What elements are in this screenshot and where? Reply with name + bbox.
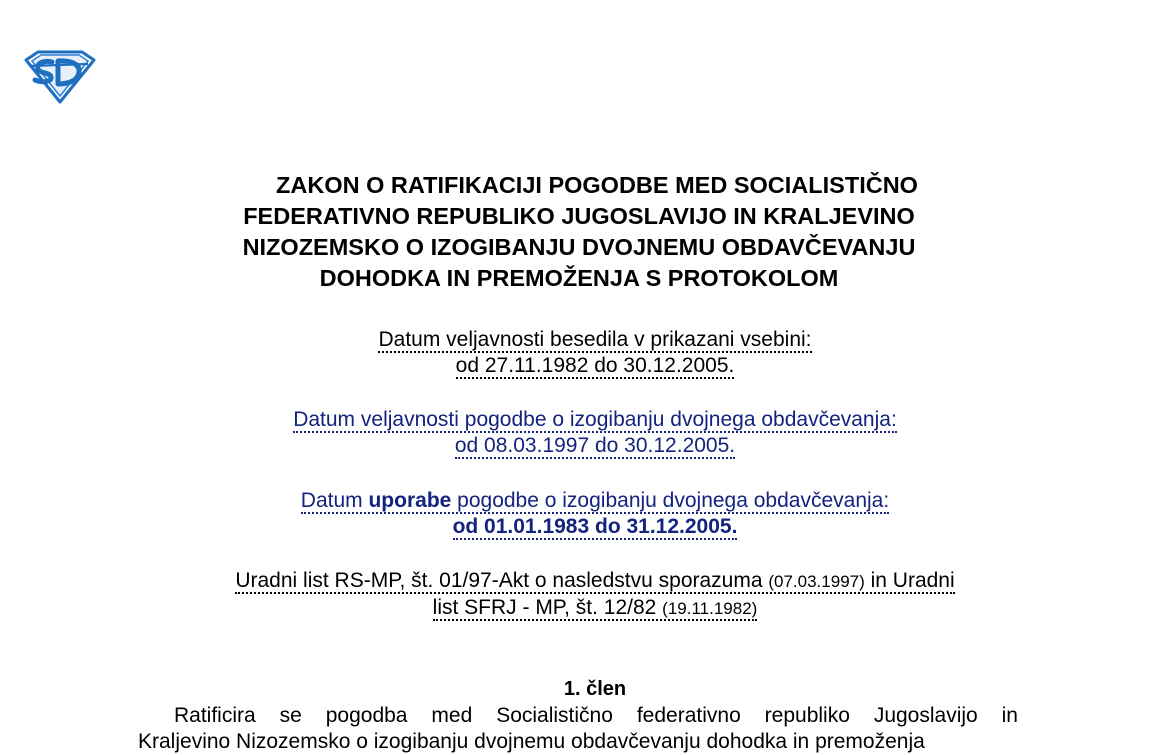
title-line: FEDERATIVNO REPUBLIKO JUGOSLAVIJO IN KRALJEVINO bbox=[243, 203, 915, 229]
title-line: NIZOZEMSKO O IZOGIBANJU DVOJNEMU OBDAVČEVANJU bbox=[242, 234, 916, 260]
gazette-date: (07.03.1997) bbox=[768, 572, 865, 591]
use-label-prefix: Datum bbox=[300, 489, 369, 512]
text-validity-label[interactable]: Datum veljavnosti besedila v prikazani vsebini: bbox=[378, 328, 812, 351]
treaty-validity-label[interactable]: Datum veljavnosti pogodbe o izogibanju dvojnega obdavčevanja: bbox=[293, 408, 897, 431]
gazette-date: (19.11.1982) bbox=[662, 599, 758, 618]
treaty-use-block bbox=[150, 488, 1040, 540]
article-line: Kraljevino Nizozemsko o izogibanju dvojnemu obdavčevanju dohodka in premoženja bbox=[138, 730, 925, 753]
article-heading: 1. člen bbox=[563, 678, 627, 700]
title-line: DOHODKA IN PREMOŽENJA S PROTOKOLOM bbox=[319, 265, 839, 291]
treaty-validity-range[interactable]: od 08.03.1997 do 30.12.2005. bbox=[454, 434, 736, 457]
use-label-bold: uporabe bbox=[368, 489, 452, 512]
sd-logo-icon bbox=[22, 50, 96, 104]
treaty-validity-block bbox=[150, 407, 1040, 459]
gazette-text: list SFRJ - MP, št. 12/82 bbox=[432, 596, 663, 619]
text-validity-range[interactable]: od 27.11.1982 do 30.12.2005. bbox=[455, 354, 735, 377]
document-title bbox=[180, 170, 978, 294]
article-paragraph bbox=[138, 703, 1018, 755]
gazette-link-2[interactable] bbox=[433, 596, 758, 621]
treaty-use-range[interactable]: od 01.01.1983 do 31.12.2005. bbox=[452, 515, 738, 538]
gazette-link-1[interactable] bbox=[235, 569, 954, 594]
gazette-text: Uradni list RS-MP, št. 01/97-Akt o nasledstvu sporazuma bbox=[235, 569, 769, 592]
title-line: ZAKON O RATIFIKACIJI POGODBE MED SOCIALISTIČNO bbox=[276, 172, 918, 198]
article-line: Ratificira se pogodba med Socialistično federativno republiko Jugoslavijo in bbox=[174, 704, 1018, 727]
gazette-block bbox=[150, 568, 1040, 622]
gazette-text: in Uradni bbox=[864, 569, 955, 592]
text-validity-block bbox=[150, 327, 1040, 379]
treaty-use-label[interactable] bbox=[301, 489, 889, 514]
use-label-suffix: pogodbe o izogibanju dvojnega obdavčevanja: bbox=[451, 489, 890, 512]
